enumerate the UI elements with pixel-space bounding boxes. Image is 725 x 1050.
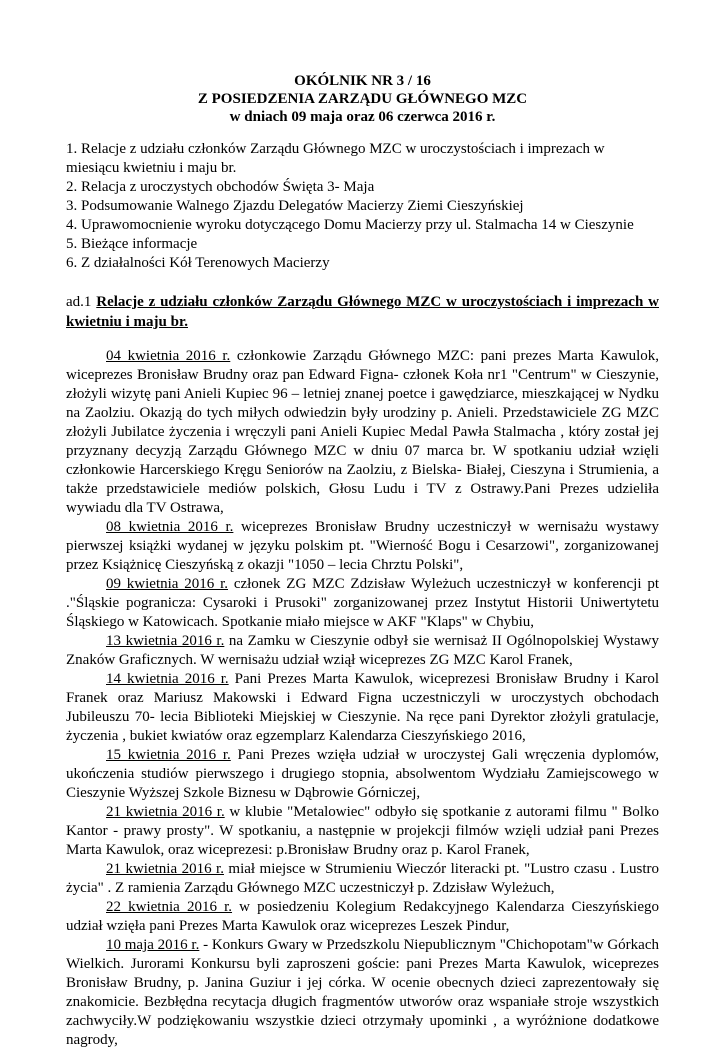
- entry-paragraph: [66, 347, 659, 518]
- entry-date: 21 kwietnia 2016 r.: [106, 861, 224, 877]
- entry-paragraph: [66, 860, 659, 898]
- entry-paragraph: [66, 746, 659, 803]
- agenda-item: 1. Relacje z udziału członków Zarządu Głównego MZC w uroczystościach i imprezach w miesiącu kwietniu i maju br.: [66, 141, 605, 176]
- entry-date: 08 kwietnia 2016 r.: [106, 519, 234, 535]
- entry-paragraph: [66, 632, 659, 670]
- section-number: ad.1: [66, 294, 97, 310]
- section-title: Relacje z udziału członków Zarządu Głównego MZC w uroczystościach i imprezach w kwietniu i maju br.: [66, 294, 659, 330]
- agenda-item: 4. Uprawomocnienie wyroku dotyczącego Domu Macierzy przy ul. Stalmacha 14 w Cieszynie: [66, 217, 634, 233]
- entry-date: 22 kwietnia 2016 r.: [106, 899, 233, 915]
- entry-paragraph: [66, 898, 659, 936]
- entry-paragraph: [66, 803, 659, 860]
- entry-text: Pani Prezes wzięła udział w uroczystej Gali wręczenia dyplomów, ukończenia studiów pierwszego i drugiego stopnia, absolwentom Wydziału Zamiejscowego w Cieszynie Wyższej Szkole Biznesu w Dąbrowie Górniczej,: [66, 747, 659, 801]
- entry-paragraph: [66, 575, 659, 632]
- title-line-1: OKÓLNIK NR 3 / 16: [294, 73, 431, 89]
- entry-date: 10 maja 2016 r.: [106, 937, 200, 953]
- entry-paragraph: [66, 518, 659, 575]
- entry-text: miał miejsce w Strumieniu Wieczór literacki pt. "Lustro czasu . Lustro życia" . Z ramienia Zarządu Głównego MZC uczestniczył p. Zdzisław Wyleżuch,: [66, 861, 659, 896]
- entry-date: 21 kwietnia 2016 r.: [106, 804, 225, 820]
- agenda-item: 2. Relacja z uroczystych obchodów Święta 3- Maja: [66, 179, 375, 195]
- entry-text: - Konkurs Gwary w Przedszkolu Niepublicznym "Chichopotam"w Górkach Wielkich. Jurorami Konkursu byli zaproszeni goście: pani Prezes Marta Kawulok, wiceprezes Bronisław Brudny, p. Janina Guziur i jej córka. W ocenie obecnych dzieci zaprezentowały się znakomicie. Bezbłędna recytacja długich fragmentów utworów oraz wspaniałe stroje wszystkich zachwyciły.W podziękowaniu wszystkie dzieci otrzymały upominki , a wyróżnione dodatkowe nagrody,: [66, 937, 659, 1048]
- entry-text: w klubie "Metalowiec" odbyło się spotkanie z autorami filmu " Bolko Kantor - prawy prosty". W spotkaniu, a następnie w projekcji filmów wzięli udział pani Prezes Marta Kawulok, oraz wiceprezesi: p.Bronisław Brudny oraz p. Karol Franek,: [66, 804, 659, 858]
- entry-text: Pani Prezes Marta Kawulok, wiceprezesi Bronisław Brudny i Karol Franek oraz Mariusz Makowski i Edward Figna uczestniczyli w uroczystych obchodach Jubileuszu 70- lecia Biblioteki Miejskiej w Cieszynie. Na ręce pani Dyrektor złożyli gratulacje, życzenia , bukiet kwiatów oraz egzemplarz Kalendarza Cieszyńskiego 2016,: [66, 671, 659, 744]
- entry-date: 14 kwietnia 2016 r.: [106, 671, 229, 687]
- entry-paragraph: [66, 670, 659, 746]
- agenda-item: 5. Bieżące informacje: [66, 236, 198, 252]
- entry-date: 15 kwietnia 2016 r.: [106, 747, 231, 763]
- title-line-3: w dniach 09 maja oraz 06 czerwca 2016 r.: [229, 109, 496, 125]
- entry-text: w posiedzeniu Kolegium Redakcyjnego Kalendarza Cieszyńskiego udział wzięła pani Prezes Marta Kawulok oraz wiceprezes Leszek Pindur,: [66, 899, 659, 934]
- title-line-2: Z POSIEDZENIA ZARZĄDU GŁÓWNEGO MZC: [197, 91, 528, 107]
- entry-text: członkowie Zarządu Głównego MZC: pani prezes Marta Kawulok, wiceprezes Bronisław Brudny oraz pan Edward Figna- członek Koła nr1 "Centrum" w Cieszynie, złożyli wizytę pani Anieli Kupiec 96 – letniej znanej poetce i gawędziarce, mieszkającej w Nydku na Zaolziu. Okazją do tych miłych odwiedzin były urodziny p. Anieli. Przedstawiciele ZG MZC złożyli Jubilatce życzenia i wręczyli pani Anieli Kupiec Medal Pawła Stalmacha , który został jej przyznany decyzją Zarządu Głównego MZC w dniu 07 marca br. W spotkaniu udział wzięli członkowie Harcerskiego Kręgu Seniorów na Zaolziu, z Bielska- Białej, Cieszyna i Strumienia, a także przedstawiciele mediów polskich, Głosu Ludu i TV z Ostrawy.Pani Prezes udzieliła wywiadu dla TV Ostrawa,: [66, 348, 659, 516]
- agenda-item: 6. Z działalności Kół Terenowych Macierzy: [66, 255, 330, 271]
- entry-text: członek ZG MZC Zdzisław Wyleżuch uczestniczył w konferencji pt ."Śląskie pogranicza: Cysaroki i Prusoki" zorganizowanej przez Instytut Historii Uniwertytetu Śląskiego w Katowicach. Spotkanie miało miejsce w AKF "Klaps" w Chybiu,: [66, 576, 659, 630]
- entry-text: wiceprezes Bronisław Brudny uczestniczył w wernisażu wystawy pierwszej książki wydanej w języku polskim pt. "Wierność Bogu i Cesarzowi", zorganizowanej przez Książnicę Cieszyńską z okazji "1050 – lecia Chrztu Polski",: [66, 519, 659, 573]
- entry-paragraph: [66, 936, 659, 1050]
- agenda-item: 3. Podsumowanie Walnego Zjazdu Delegatów Macierzy Ziemi Cieszyńskiej: [66, 198, 524, 214]
- section-heading: [66, 292, 659, 332]
- document-title: [66, 72, 659, 126]
- section-body: [66, 347, 659, 1050]
- entry-date: 13 kwietnia 2016 r.: [106, 633, 225, 649]
- entry-date: 04 kwietnia 2016 r.: [106, 348, 231, 364]
- entry-text: na Zamku w Cieszynie odbył sie wernisaż II Ogólnopolskiej Wystawy Znaków Graficznych. W wernisażu udział wziął wiceprezes ZG MZC Karol Franek,: [66, 633, 659, 668]
- entry-date: 09 kwietnia 2016 r.: [106, 576, 229, 592]
- agenda-list: [66, 140, 659, 273]
